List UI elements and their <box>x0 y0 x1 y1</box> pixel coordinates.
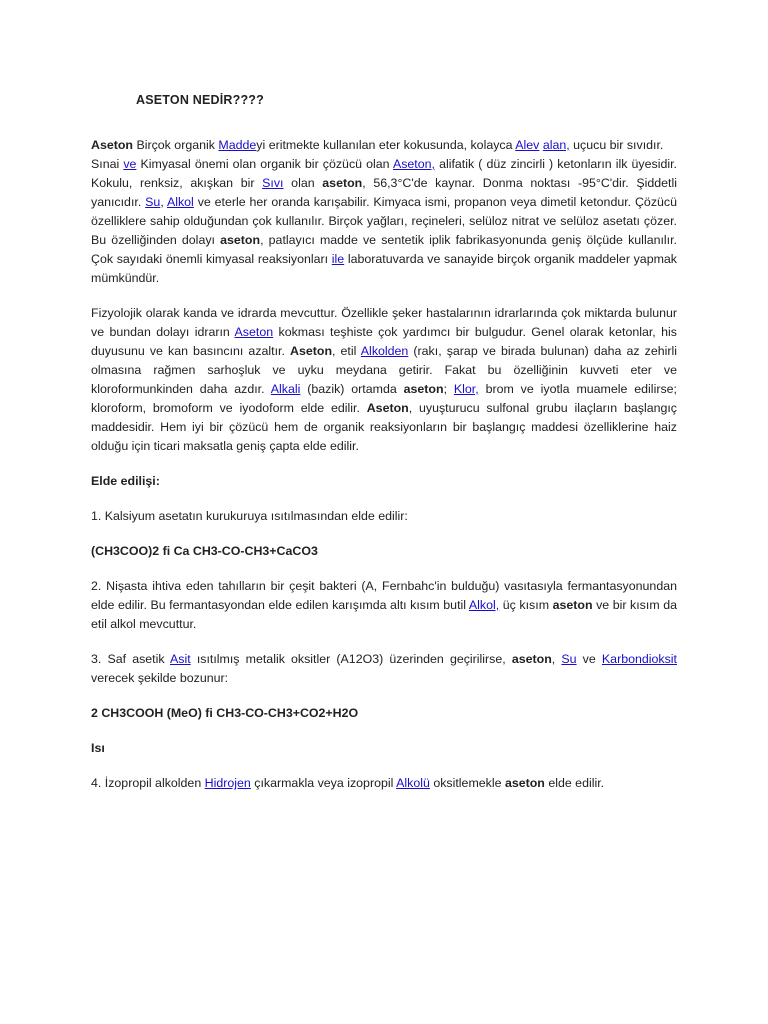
method-2 <box>91 577 677 634</box>
bold-term: aseton <box>403 382 444 396</box>
method-4 <box>91 774 677 793</box>
link-su[interactable]: Su <box>145 195 161 209</box>
link-hidrojen[interactable]: Hidrojen <box>204 776 251 790</box>
text: 3. Saf asetik <box>91 652 171 666</box>
document-body <box>91 136 677 793</box>
section-heading: Elde edilişi: <box>91 474 160 488</box>
text: ve <box>576 652 602 666</box>
paragraph-intro <box>91 136 677 155</box>
bold-term: aseton <box>220 233 261 247</box>
paragraph-properties <box>91 155 677 288</box>
method-3 <box>91 650 677 688</box>
text: ısıtılmış metalik oksitler (A12O3) üzerinden geçirilirse, <box>190 652 512 666</box>
text: , uyuşturucu sulfonal grubu ilaçların başlangıç maddesidir. Hem iyi bir çözücü hem de organik reaksiyonların bir başlangıç maddesi özelliklerine haiz olduğu için ticari maksatla geniş çapta elde edilir. <box>91 401 678 453</box>
bold-term: Aseton <box>91 138 133 152</box>
text: ; <box>443 382 454 396</box>
text: olan <box>283 176 323 190</box>
text: alifatik ( düz zincirli ) ketonların ilk üyesidir. Kokulu, renksiz, akışkan bir <box>91 157 677 190</box>
text: brom ve iyotla muamele edilirse; kloroform, bromoform ve iyodoform elde edilir. <box>91 382 677 415</box>
text: , etil <box>332 344 361 358</box>
bold-term: Aseton <box>366 401 409 415</box>
text: kokması teşhiste çok yardımcı bir bulgudur. Genel olarak ketonlar, his duyusunu ve kan basıncını azaltır. <box>91 325 677 358</box>
text: Sınai <box>91 157 124 171</box>
link-asit[interactable]: Asit <box>170 652 191 666</box>
bold-term: aseton <box>504 776 545 790</box>
text: Kimyasal önemi olan organik bir çözücü olan <box>136 157 393 171</box>
text: , <box>551 652 562 666</box>
text: (bazik) ortamda <box>300 382 404 396</box>
text: çıkarmakla veya izopropil <box>250 776 397 790</box>
text: laboratuvarda ve sanayide birçok organik maddeler yapmak mümkündür. <box>91 252 677 285</box>
equation-2: 2 CH3COOH (MeO) fi CH3-CO-CH3+CO2+H2O <box>91 706 359 720</box>
text: uçucu bir sıvıdır. <box>569 138 664 152</box>
text: Fizyolojik olarak kanda ve idrarda mevcuttur. Özellikle şeker hastalarının idrarlarında çok miktarda bulunur ve bundan dolayı idrarın <box>91 306 677 339</box>
heat-label: Isı <box>91 741 105 755</box>
method-1: 1. Kalsiyum asetatın kurukuruya ısıtılmasından elde edilir: <box>91 509 408 523</box>
text: , <box>160 195 167 209</box>
text: verecek şekilde bozunur: <box>91 671 229 685</box>
page-title: ASETON NEDİR???? <box>136 93 264 107</box>
bold-term: Aseton <box>290 344 333 358</box>
text: yi eritmekte kullanılan eter kokusunda, kolayca <box>256 138 516 152</box>
link-alan[interactable]: alan, <box>542 138 570 152</box>
text: elde edilir. <box>544 776 605 790</box>
text: 4. İzopropil alkolden <box>91 776 205 790</box>
text: üç kısım <box>499 598 553 612</box>
link-alkolu[interactable]: Alkolü <box>396 776 430 790</box>
link-alkali[interactable]: Alkali <box>270 382 301 396</box>
bold-term: aseton <box>511 652 552 666</box>
link-alkolden[interactable]: Alkolden <box>360 344 409 358</box>
link-su[interactable]: Su <box>561 652 577 666</box>
link-aseton[interactable]: Aseton <box>234 325 274 339</box>
bold-term: aseton <box>552 598 593 612</box>
link-madde[interactable]: Madde <box>218 138 257 152</box>
link-ve[interactable]: ve <box>123 157 137 171</box>
paragraph-physiology <box>91 304 677 456</box>
link-karbondioksit[interactable]: Karbondioksit <box>601 652 677 666</box>
text: , 56,3°C'de kaynar. Donma noktası -95°C'dir. Şiddetli yanıcıdır. <box>91 176 678 209</box>
text: oksitlemekle <box>429 776 505 790</box>
link-aseton[interactable]: Aseton, <box>392 157 435 171</box>
text: Birçok organik <box>133 138 219 152</box>
link-klor[interactable]: Klor, <box>453 382 479 396</box>
text: ve bir kısım da etil alkol mevcuttur. <box>91 598 677 631</box>
equation-1: (CH3COO)2 fi Ca CH3-CO-CH3+CaCO3 <box>91 544 318 558</box>
link-alkol[interactable]: Alkol, <box>468 598 500 612</box>
link-alev[interactable]: Alev <box>515 138 540 152</box>
text: (rakı, şarap ve birada bulunan) daha az zehirli olmasına rağmen sarhoşluk ve uyku meydana getirir. Fakat bu özelliğinin kuvveti eter ve kloroformunkinden daha azdır. <box>91 344 678 396</box>
text: ve eterle her oranda karışabilir. Kimyaca ismi, propanon veya dimetil ketondur. Çözücü özelliklere sahip olduğundan çok kullanılır. Birçok yağları, reçineleri, selüloz nitrat ve selüloz asetatı çözer. Bu özelliğinden dolayı <box>91 195 677 247</box>
link-ile[interactable]: ile <box>331 252 345 266</box>
bold-term: aseton <box>322 176 363 190</box>
link-sivi[interactable]: Sıvı <box>262 176 284 190</box>
link-alkol[interactable]: Alkol <box>166 195 194 209</box>
text: 2. Nişasta ihtiva eden tahılların bir çeşit bakteri (A, Fernbahc'in bulduğu) vasıtasıyla fermantasyonundan elde edilir. Bu fermantasyondan elde edilen karışımda altı kısım butil <box>91 579 677 612</box>
text: , patlayıcı madde ve sentetik iplik fabrikasyonunda geniş ölçüde kullanılır. Çok sayıdaki önemli kimyasal reaksiyonları <box>91 233 677 266</box>
